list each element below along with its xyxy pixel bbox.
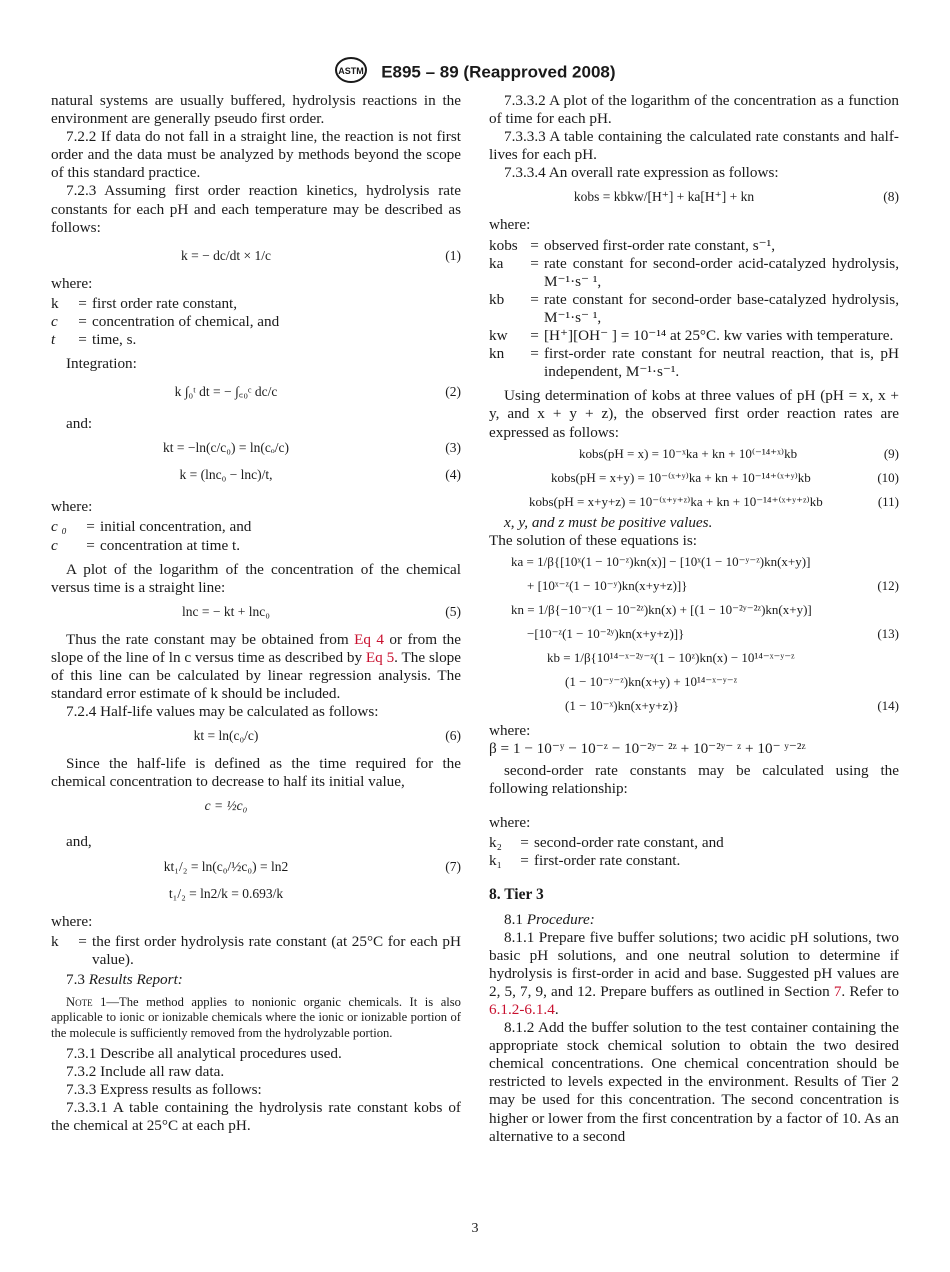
equation-11: kobs(pH = x+y+z) = 10⁻⁽ˣ⁺ʸ⁺ᶻ⁾ka + kn + 10⁻¹⁴⁺⁽ˣ⁺ʸ⁺ᶻ⁾kb (11) bbox=[529, 493, 899, 509]
definition-item: k = the first order hydrolysis rate constant (at 25°C for each pH value). bbox=[51, 932, 461, 968]
where-label: where: bbox=[489, 721, 531, 739]
equation-1: k = − dc/dt × 1/c (1) bbox=[181, 247, 461, 263]
where-label: where: bbox=[51, 912, 93, 930]
paragraph-7-3-3-1: 7.3.3.1 A table containing the hydrolysis rate constant kobs of the chemical at 25°C at each pH. bbox=[51, 1099, 461, 1135]
equation-7: kt₁/₂ = ln(c₀/½c₀) = ln2 (7) bbox=[163, 858, 461, 874]
section-7-3: 7.3 Results Report: bbox=[66, 970, 183, 988]
definition-item: t = time, s. bbox=[51, 331, 137, 349]
equation-9: kobs(pH = x) = 10⁻ˣka + kn + 10⁽⁻¹⁴⁺ˣ⁾kb (9) bbox=[579, 445, 899, 461]
where-label: where: bbox=[489, 814, 531, 832]
definition-item: c ₀ = initial concentration, and bbox=[51, 518, 252, 536]
equation-3: kt = −ln(c/c₀) = ln(cₒ/c) (3) bbox=[163, 440, 461, 456]
paragraph: second-order rate constants may be calculated using the following relationship: bbox=[489, 761, 899, 798]
equation-half: c = ½c₀ bbox=[204, 798, 248, 814]
paragraph-7-2-4: 7.2.4 Half-life values may be calculated as follows: bbox=[66, 703, 379, 721]
paragraph-7-2-3: 7.2.3 Assuming first order reaction kinetics, hydrolysis rate constants for each pH and each temperature may be described as follows: bbox=[51, 182, 461, 236]
paragraph-7-3-3-2: 7.3.3.2 A plot of the logarithm of the concentration as a function of time for each pH. bbox=[489, 92, 899, 128]
definition-item: kn = first-order rate constant for neutral reaction, that is, pH independent, M⁻¹·s⁻¹. bbox=[489, 345, 899, 381]
and-label: and, bbox=[66, 833, 92, 851]
svg-text:ASTM: ASTM bbox=[338, 66, 365, 76]
section-7-link[interactable]: 7 bbox=[833, 982, 842, 1000]
paragraph-7-3-3-3: 7.3.3.3 A table containing the calculated rate constants and half-lives for each pH. bbox=[489, 128, 899, 164]
paragraph: A plot of the logarithm of the concentration of the chemical versus time is a straight line: bbox=[51, 560, 461, 596]
equation-7b: t₁/₂ = ln2/k = 0.693/k bbox=[168, 885, 284, 901]
paragraph-7-3-1: 7.3.1 Describe all analytical procedures used. bbox=[66, 1044, 342, 1062]
equation-14-line-2: (1 − 10⁻ʸ⁻ᶻ)kn(x+y) + 10¹⁴⁻ˣ⁻ʸ⁻ᶻ bbox=[565, 673, 738, 689]
beta-definition: β = 1 − 10⁻ʸ − 10⁻ᶻ − 10⁻²ʸ⁻ ²ᶻ + 10⁻²ʸ⁻ ᶻ + 10⁻ ʸ⁻²ᶻ bbox=[489, 739, 806, 757]
paragraph-7-3-2: 7.3.2 Include all raw data. bbox=[66, 1062, 225, 1080]
definition-item: kw = [H⁺][OH⁻ ] = 10⁻¹⁴ at 25°C. kw varies with temperature. bbox=[489, 327, 894, 345]
paragraph: x, y, and z must be positive values. bbox=[504, 513, 713, 531]
paragraph: Using determination of kobs at three values of pH (pH = x, x + y, and x + y + z), the observed first order reaction rates are expressed as follows: bbox=[489, 387, 899, 441]
left-column bbox=[51, 92, 461, 1135]
page-header bbox=[0, 56, 950, 89]
astm-logo bbox=[334, 56, 368, 89]
definition-item: c = concentration at time t. bbox=[51, 536, 241, 554]
definition-item: c = concentration of chemical, and bbox=[51, 312, 280, 330]
and-label: and: bbox=[66, 415, 93, 433]
paragraph-7-3-3-4: 7.3.3.4 An overall rate expression as follows: bbox=[504, 164, 779, 182]
equation-4: k = (lnc₀ − lnc)/t, (4) bbox=[179, 467, 461, 483]
equation-8: kobs = kbkw/[H⁺] + ka[H⁺] + kn (8) bbox=[573, 189, 899, 205]
paragraph: Since the half-life is defined as the time required for the chemical concentration to decrease to half its initial value, bbox=[51, 755, 461, 791]
section-heading-tier-3: 8. Tier 3 bbox=[489, 886, 544, 904]
definition-list-3 bbox=[51, 933, 461, 969]
definition-list-5 bbox=[489, 834, 899, 870]
where-label: where: bbox=[51, 274, 93, 292]
definition-item: kobs = observed first-order rate constant, s⁻¹, bbox=[489, 236, 776, 254]
definition-list-4 bbox=[489, 237, 899, 382]
definition-item: k₂ = second-order rate constant, and bbox=[489, 834, 724, 852]
section-8-1: 8.1 Procedure: bbox=[504, 910, 595, 928]
section-6-1-2-link[interactable]: 6.1.2-6.1.4 bbox=[489, 1001, 555, 1018]
eq5-link[interactable]: Eq 5 bbox=[365, 648, 395, 666]
equation-14-line-1: kb = 1/β{10¹⁴⁻ˣ⁻²ʸ⁻ᶻ(1 − 10ᶻ)kn(x) − 10¹⁴⁻ˣ⁻ʸ⁻ᶻ bbox=[547, 649, 795, 665]
paragraph-7-2-2: 7.2.2 If data do not fall in a straight line, the reaction is not first order and the data must be analyzed by methods beyond the scope of this standard practice. bbox=[51, 128, 461, 182]
equation-2: k ∫₀ᵗ dt = − ∫꜀₀ᶜ dc/c (2) bbox=[174, 384, 461, 400]
equation-13-line-2: −[10⁻ᶻ(1 − 10⁻²ʸ)kn(x+y+z)]} (13) bbox=[527, 625, 899, 641]
definition-item: k = first order rate constant, bbox=[51, 294, 238, 312]
definition-item: k₁ = first-order rate constant. bbox=[489, 852, 681, 870]
definition-list-2 bbox=[51, 518, 461, 554]
equation-12-line-2: + [10ˣ⁻ᶻ(1 − 10⁻ʸ)kn(x+y+z)]} (12) bbox=[527, 577, 899, 593]
equation-14-line-3: (1 − 10⁻ˣ)kn(x+y+z)} (14) bbox=[565, 697, 899, 713]
page-number: 3 bbox=[471, 1221, 479, 1236]
paragraph-8-1-1: 8.1.1 Prepare five buffer solutions; two acidic pH solutions, two basic pH solutions, and one neutral solution to determine if hydrolysis is first-order in acid and base. Suggested pH values are 2, 5, 7, 9, and 12. Prepare buffers as outlined in Section 7. Refer to 6.1.2-6.1.4. bbox=[489, 928, 899, 1018]
note-1: Note 1—The method applies to nonionic organic chemicals. It is also applicable to ionic or ionizable chemicals where the ionic or ionizable portion of the molecule is sufficiently removed from the hydrolyzable portion. bbox=[51, 994, 461, 1040]
paragraph-7-3-3: 7.3.3 Express results as follows: bbox=[66, 1080, 262, 1098]
paragraph: natural systems are usually buffered, hydrolysis reactions in the environment are generally pseudo first order. bbox=[51, 92, 461, 128]
where-label: where: bbox=[51, 498, 93, 516]
paragraph-8-1-2: 8.1.2 Add the buffer solution to the test container containing the appropriate stock chemical solution to obtain the two desired chemical concentrations. One chemical concentration should be restricted to levels expected in the environment. Results of Tier 2 may be used for this concentration. The second concentration is higher or lower from the first concentration by a factor of 10. As an alternative to a second bbox=[489, 1019, 899, 1145]
eq4-link[interactable]: Eq 4 bbox=[354, 630, 384, 648]
document-designation: E895 – 89 (Reapproved 2008) bbox=[381, 62, 616, 82]
paragraph: Thus the rate constant may be obtained from Eq 4 or from the slope of the line of ln c versus time as described by Eq 5. The slope of this line can be calculated by linear regression analysis. The standard error estimate of k should be included. bbox=[51, 630, 461, 703]
definition-item: ka = rate constant for second-order acid-catalyzed hydrolysis, M⁻¹·s⁻ ¹, bbox=[489, 254, 899, 290]
right-column bbox=[489, 92, 899, 1146]
equation-13-line-1: kn = 1/β{−10⁻ʸ(1 − 10⁻²ᶻ)kn(x) + [(1 − 10⁻²ʸ⁻²ᶻ)kn(x+y)] bbox=[511, 601, 812, 617]
definition-item: kb = rate constant for second-order base-catalyzed hydrolysis, M⁻¹·s⁻ ¹, bbox=[489, 290, 899, 326]
equation-10: kobs(pH = x+y) = 10⁻⁽ˣ⁺ʸ⁾ka + kn + 10⁻¹⁴⁺⁽ˣ⁺ʸ⁾kb (10) bbox=[551, 469, 899, 485]
equation-12-line-1: ka = 1/β{[10ˣ(1 − 10⁻ᶻ)kn(x)] − [10ˣ(1 − 10⁻ʸ⁻ᶻ)kn(x+y)] bbox=[511, 553, 811, 569]
where-label: where: bbox=[489, 216, 531, 234]
equation-6: kt = ln(c₀/c) (6) bbox=[193, 728, 461, 744]
equation-5: lnc = − kt + lnc₀ (5) bbox=[182, 603, 461, 619]
paragraph: The solution of these equations is: bbox=[489, 531, 697, 549]
definition-list-1 bbox=[51, 295, 461, 349]
integration-label: Integration: bbox=[66, 355, 137, 373]
